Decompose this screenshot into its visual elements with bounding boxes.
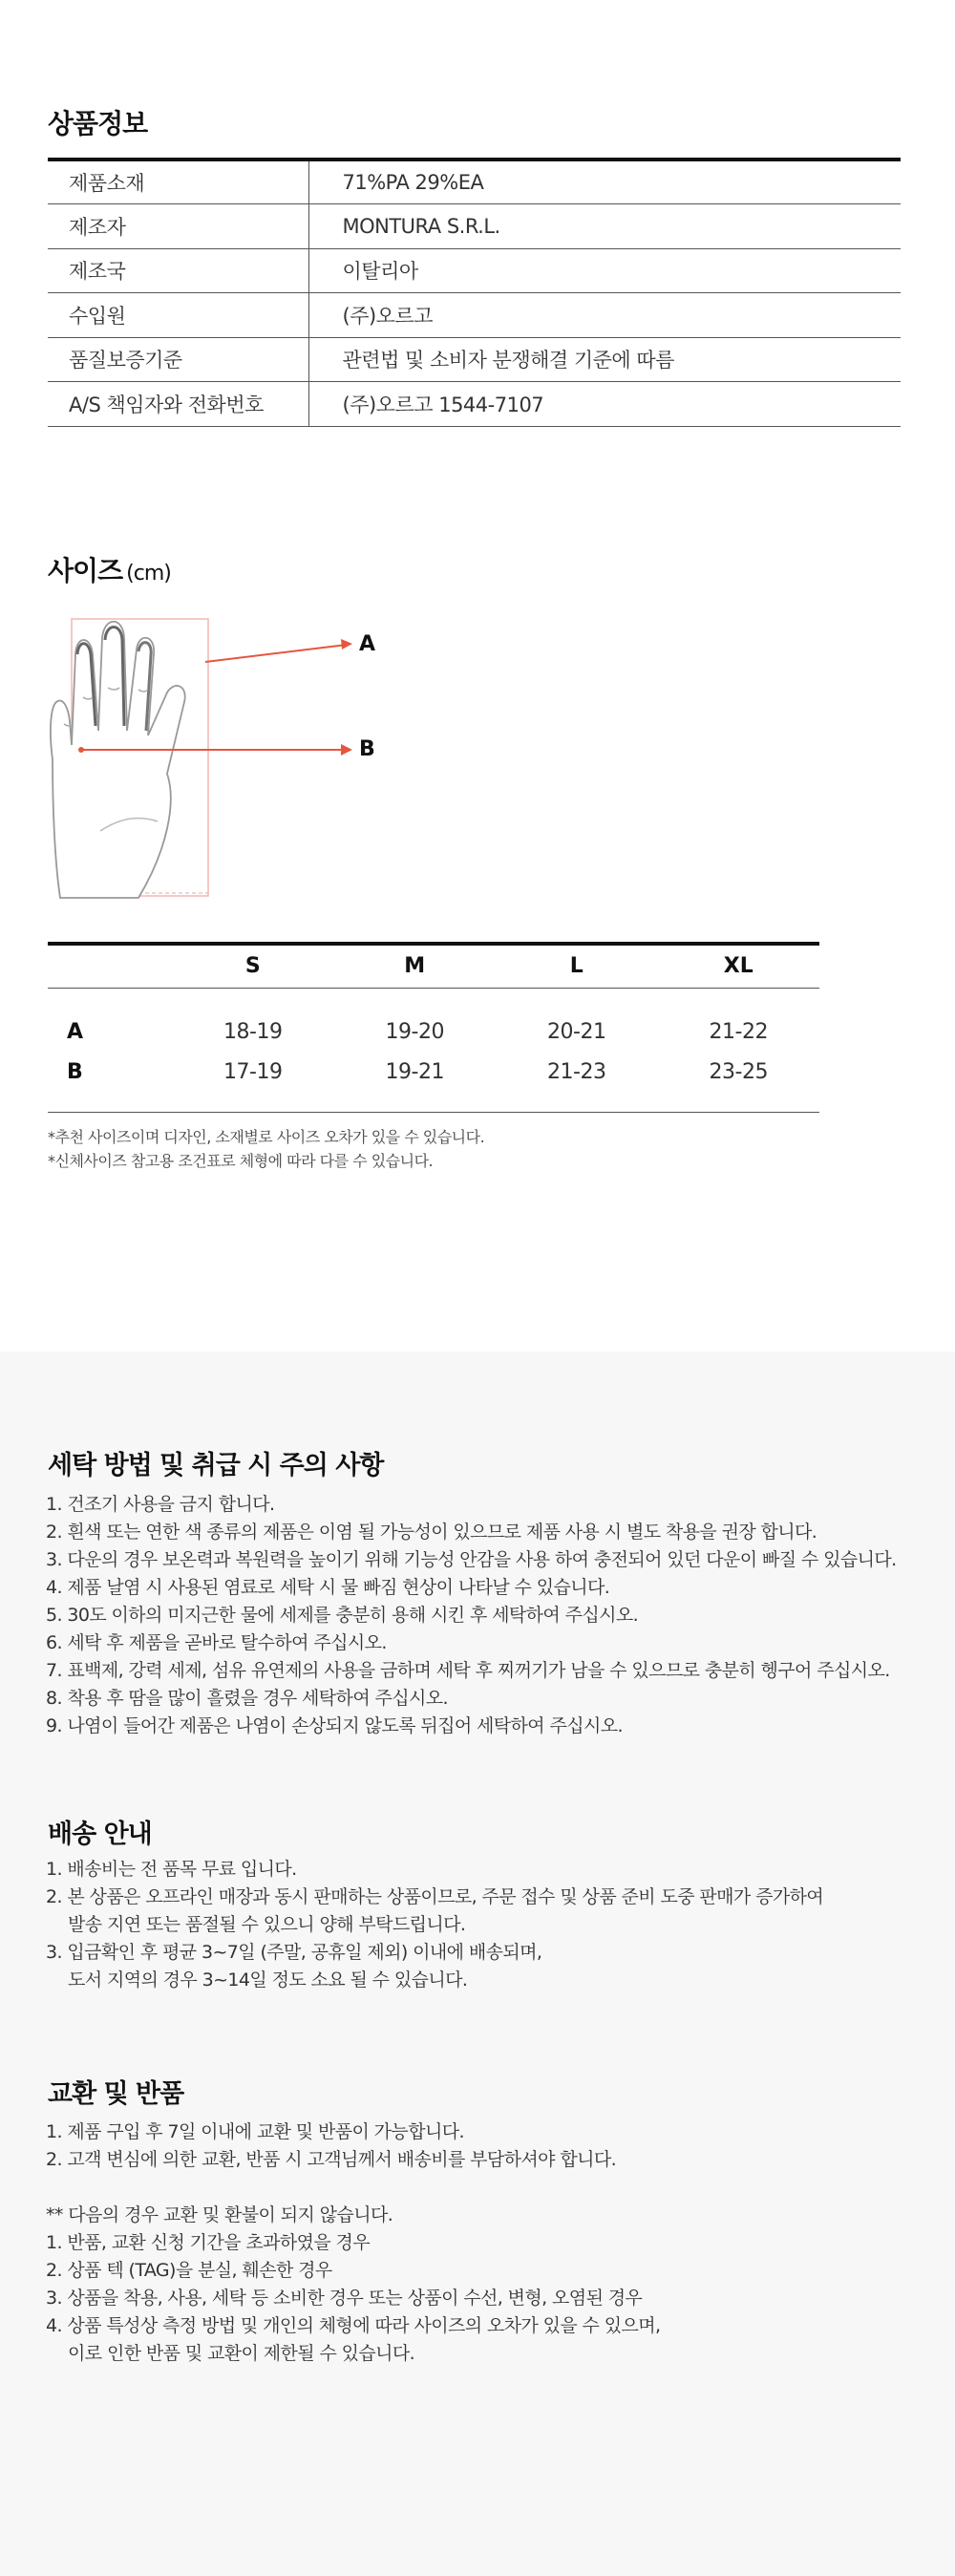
- size-col-s: S: [172, 944, 334, 988]
- list-item: 1. 반품, 교환 신청 기간을 초과하였을 경우: [46, 2232, 371, 2253]
- list-item: 2. 고객 변심에 의한 교환, 반품 시 고객님께서 배송비를 부담하셔야 합니다.: [46, 2149, 617, 2170]
- size-row-label: B: [48, 1051, 172, 1112]
- table-row: [48, 160, 901, 204]
- size-table: [48, 942, 819, 1113]
- info-key: 제조국: [48, 248, 308, 293]
- label-a: A: [359, 632, 376, 656]
- info-value: (주)오르고 1544-7107: [308, 382, 901, 427]
- size-cell: 20-21: [547, 1019, 606, 1044]
- size-title: [48, 550, 171, 588]
- list-item: 발송 지연 또는 품절될 수 있으니 양해 부탁드립니다.: [68, 1914, 466, 1935]
- label-b: B: [359, 737, 375, 761]
- list-item: 3. 입금확인 후 평균 3~7일 (주말, 공휴일 제외) 이내에 배송되며,: [46, 1942, 542, 1963]
- table-row: [48, 988, 819, 1051]
- table-row: [48, 337, 901, 382]
- hand-measure-icon: [43, 611, 358, 903]
- list-item: 이로 인한 반품 및 교환이 제한될 수 있습니다.: [68, 2343, 415, 2364]
- list-item: 3. 상품을 착용, 사용, 세탁 등 소비한 경우 또는 상품이 수선, 변형, 오염된 경우: [46, 2288, 643, 2309]
- info-value: 관련법 및 소비자 분쟁해결 기준에 따름: [308, 337, 901, 382]
- size-cell: 19-21: [334, 1051, 497, 1112]
- list-item: 1. 배송비는 전 품목 무료 입니다.: [46, 1859, 297, 1880]
- washing-title: 세탁 방법 및 취급 시 주의 사항: [48, 1451, 384, 1480]
- size-col-xl: XL: [658, 944, 820, 988]
- list-item: 6. 세탁 후 제품을 곧바로 탈수하여 주십시오.: [46, 1632, 387, 1653]
- list-spacer: [46, 2174, 660, 2202]
- list-item: 2. 본 상품은 오프라인 매장과 동시 판매하는 상품이므로, 주문 접수 및 상품 준비 도중 판매가 증가하여: [46, 1886, 824, 1907]
- size-cell: 21-23: [496, 1051, 658, 1112]
- product-info-title: 상품정보: [48, 108, 148, 139]
- list-item: 7. 표백제, 강력 세제, 섬유 유연제의 사용을 금하며 세탁 후 찌꺼기가 남을 수 있으므로 충분히 헹구어 주십시오.: [46, 1660, 890, 1681]
- exchange-list: [46, 2118, 660, 2368]
- list-item: 4. 상품 특성상 측정 방법 및 개인의 체형에 따라 사이즈의 오차가 있을 수 있으며,: [46, 2315, 661, 2336]
- size-cell: 18-19: [223, 1019, 283, 1044]
- info-value: 71%PA 29%EA: [308, 160, 901, 204]
- info-key: 제품소재: [48, 160, 308, 204]
- exchange-title: 교환 및 반품: [48, 2079, 184, 2109]
- list-item: 2. 상품 텍 (TAG)을 분실, 훼손한 경우: [46, 2260, 332, 2281]
- table-row: [48, 204, 901, 249]
- size-row-label: A: [67, 1019, 83, 1044]
- size-note-2: *신체사이즈 참고용 조건표로 체형에 따라 다를 수 있습니다.: [48, 1152, 434, 1170]
- info-key: 품질보증기준: [48, 337, 308, 382]
- table-header-row: [48, 944, 819, 988]
- size-cell: 21-22: [709, 1019, 768, 1044]
- size-cell: 17-19: [172, 1051, 334, 1112]
- table-row: [48, 248, 901, 293]
- size-title-text: 사이즈: [48, 555, 123, 586]
- size-note-1: *추천 사이즈이며 디자인, 소재별로 사이즈 오차가 있을 수 있습니다.: [48, 1128, 485, 1146]
- shipping-title: 배송 안내: [48, 1820, 152, 1849]
- size-unit: (cm): [126, 562, 171, 585]
- size-cell: 23-25: [658, 1051, 820, 1112]
- table-row: [48, 1051, 819, 1112]
- info-key: 제조자: [48, 204, 308, 249]
- info-value: (주)오르고: [308, 293, 901, 338]
- list-item: 5. 30도 이하의 미지근한 물에 세제를 충분히 용해 시킨 후 세탁하여 주십시오.: [46, 1605, 639, 1626]
- washing-list: [46, 1491, 897, 1740]
- exception-title: ** 다음의 경우 교환 및 환불이 되지 않습니다.: [46, 2204, 393, 2225]
- shipping-list: [46, 1856, 823, 1994]
- table-row: [48, 293, 901, 338]
- info-value: 이탈리아: [308, 248, 901, 293]
- table-row: [48, 382, 901, 427]
- info-key: A/S 책임자와 전화번호: [48, 382, 308, 427]
- product-info-table: [48, 158, 901, 427]
- list-item: 2. 흰색 또는 연한 색 종류의 제품은 이염 될 가능성이 있으므로 제품 사용 시 별도 착용을 권장 합니다.: [46, 1522, 817, 1543]
- size-col-m: M: [334, 944, 497, 988]
- size-cell: 19-20: [385, 1019, 444, 1044]
- list-item: 4. 제품 날염 시 사용된 염료로 세탁 시 물 빠짐 현상이 나타날 수 있습니다.: [46, 1577, 610, 1598]
- list-item: 1. 제품 구입 후 7일 이내에 교환 및 반품이 가능합니다.: [46, 2121, 464, 2142]
- size-corner: [48, 944, 172, 988]
- list-item: 1. 건조기 사용을 금지 합니다.: [46, 1494, 275, 1515]
- list-item: 도서 지역의 경우 3~14일 정도 소요 될 수 있습니다.: [68, 1969, 468, 1991]
- list-item: 9. 나염이 들어간 제품은 나염이 손상되지 않도록 뒤집어 세탁하여 주십시오.: [46, 1715, 623, 1736]
- info-value: MONTURA S.R.L.: [308, 204, 901, 249]
- size-col-l: L: [496, 944, 658, 988]
- list-item: 8. 착용 후 땀을 많이 흘렸을 경우 세탁하여 주십시오.: [46, 1688, 448, 1709]
- list-item: 3. 다운의 경우 보온력과 복원력을 높이기 위해 기능성 안감을 사용 하여 충전되어 있던 다운이 빠질 수 있습니다.: [46, 1549, 897, 1570]
- info-key: 수입원: [48, 293, 308, 338]
